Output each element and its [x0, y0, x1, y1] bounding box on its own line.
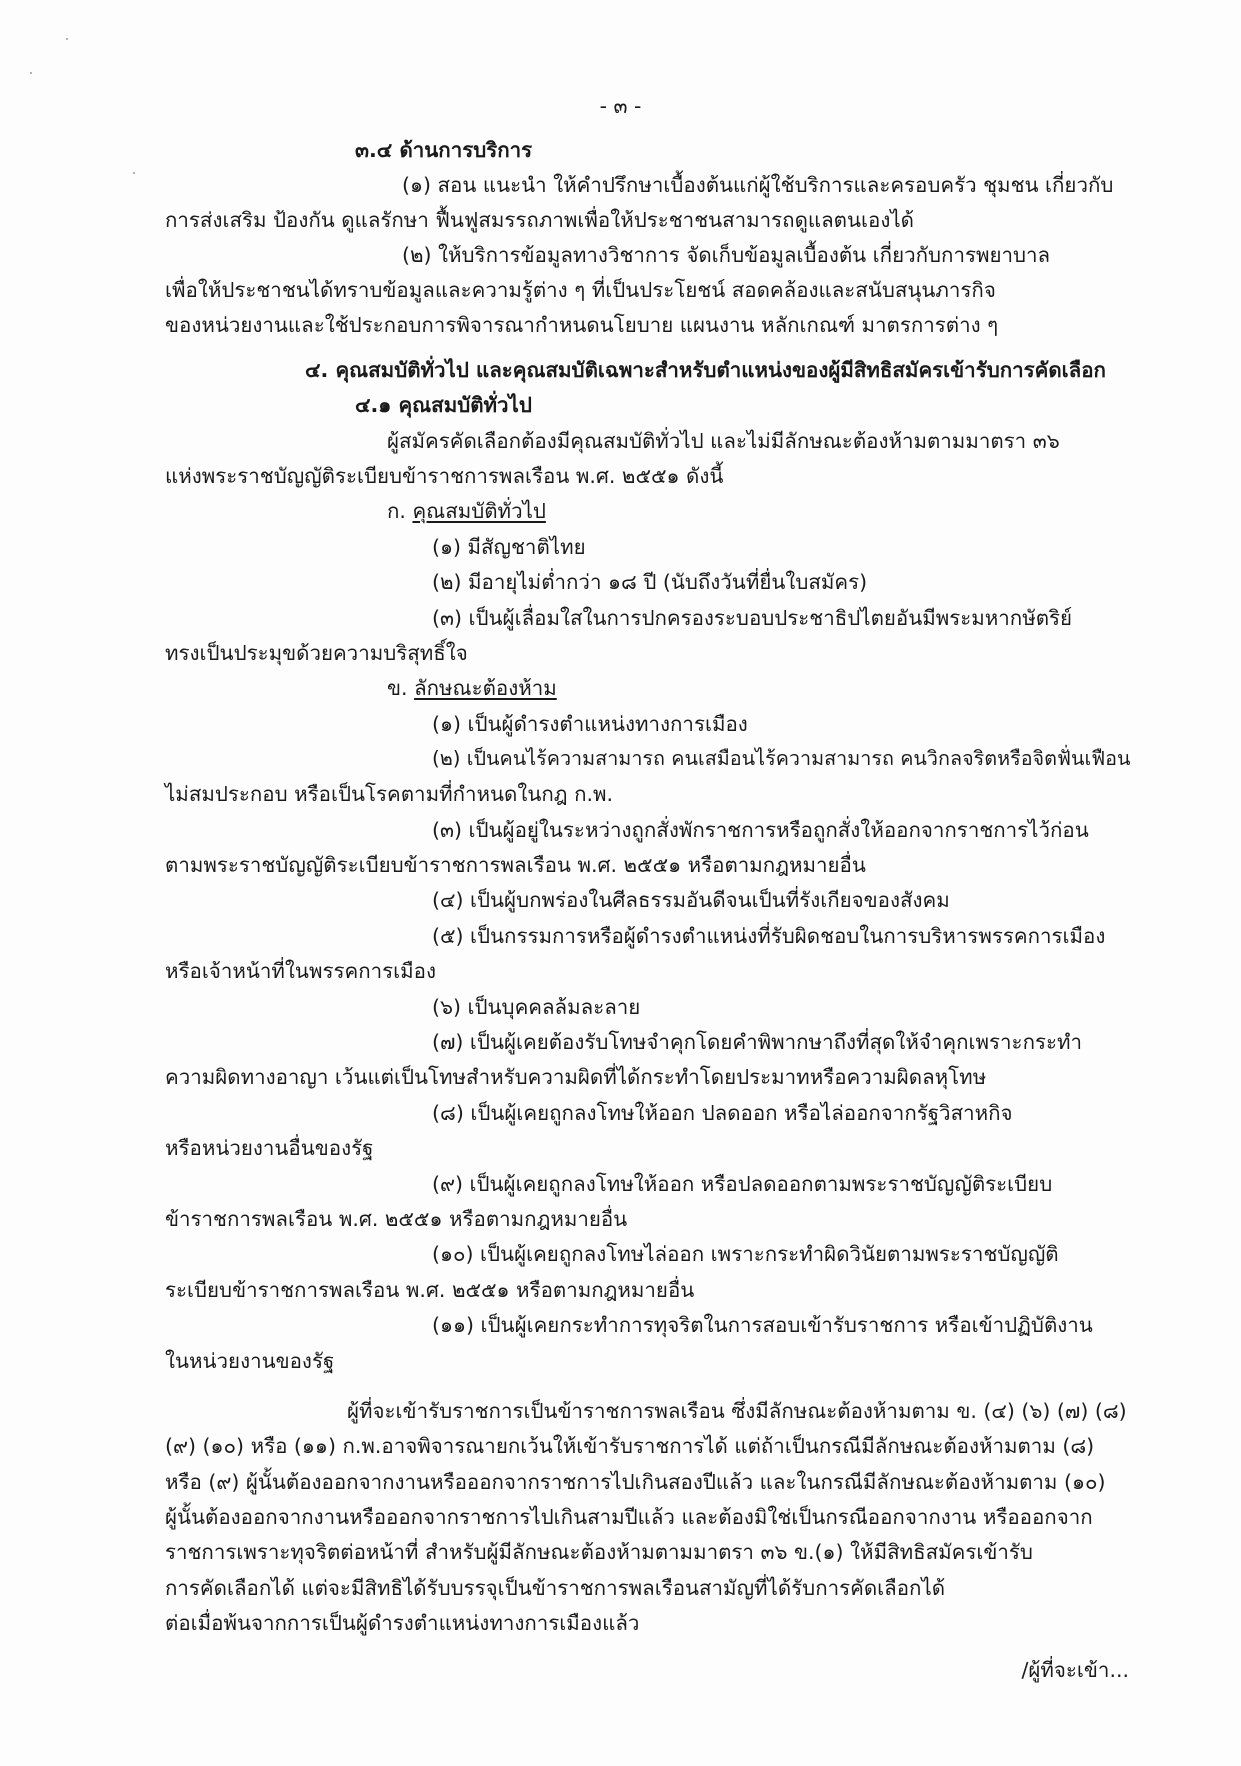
exemption-note-line4: ผู้นั้นต้องออกจากงานหรือออกจากราชการไปเกินสามปีแล้ว และต้องมิใช่เป็นกรณีออกจากงาน หรือออกจาก	[165, 1505, 1093, 1529]
part-b-heading	[387, 674, 557, 702]
part-b-item-9-line1: (๙) เป็นผู้เคยถูกลงโทษให้ออก หรือปลดออกตามพระราชบัญญัติระเบียบ	[432, 1172, 1053, 1196]
part-b-item-7-line1: (๗) เป็นผู้เคยต้องรับโทษจำคุกโดยคำพิพากษาถึงที่สุดให้จำคุกเพราะกระทำ	[432, 1030, 1083, 1054]
section-3-4-item2-line3: ของหน่วยงานและใช้ประกอบการพิจารณากำหนดนโยบาย แผนงาน หลักเกณฑ์ มาตรการต่าง ๆ	[165, 313, 999, 337]
part-b-item-10-line1: (๑๐) เป็นผู้เคยถูกลงโทษไล่ออก เพราะกระทำผิดวินัยตามพระราชบัญญัติ	[432, 1242, 1059, 1266]
part-b-item-1: (๑) เป็นผู้ดำรงตำแหน่งทางการเมือง	[432, 712, 748, 736]
scan-speck	[133, 172, 135, 174]
section-3-4-heading: ๓.๔ ด้านการบริการ	[355, 138, 533, 162]
continuation-marker: /ผู้ที่จะเข้า...	[1021, 1658, 1129, 1682]
part-a-heading	[387, 497, 546, 525]
scan-speck	[30, 72, 32, 74]
part-b-item-5-line1: (๕) เป็นกรรมการหรือผู้ดำรงตำแหน่งที่รับผิดชอบในการบริหารพรรคการเมือง	[432, 924, 1106, 948]
part-b-item-5-line2: หรือเจ้าหน้าที่ในพรรคการเมือง	[165, 959, 436, 983]
section-3-4-item1-line1: (๑) สอน แนะนำ ให้คำปรึกษาเบื้องต้นแก่ผู้ใช้บริการและครอบครัว ชุมชน เกี่ยวกับ	[402, 173, 1114, 197]
section-3-4-item2-line1: (๒) ให้บริการข้อมูลทางวิชาการ จัดเก็บข้อมูลเบื้องต้น เกี่ยวกับการพยาบาล	[402, 243, 1051, 267]
scan-speck	[66, 38, 68, 40]
part-a-item-3-line2: ทรงเป็นประมุขด้วยความบริสุทธิ์ใจ	[165, 641, 468, 665]
exemption-note-line3: หรือ (๙) ผู้นั้นต้องออกจากงานหรือออกจากราชการไปเกินสองปีแล้ว และในกรณีมีลักษณะต้องห้ามตาม (๑๐)	[165, 1470, 1106, 1494]
part-b-item-6: (๖) เป็นบุคคลล้มละลาย	[432, 995, 641, 1019]
section-4-heading: ๔. คุณสมบัติทั่วไป และคุณสมบัติเฉพาะสำหรับตำแหน่งของผู้มีสิทธิสมัครเข้ารับการคัดเลือก	[305, 358, 1106, 382]
part-b-item-8-line1: (๘) เป็นผู้เคยถูกลงโทษให้ออก ปลดออก หรือไล่ออกจากรัฐวิสาหกิจ	[432, 1101, 1013, 1125]
part-a-item-1: (๑) มีสัญชาติไทย	[432, 535, 586, 559]
part-b-item-11-line1: (๑๑) เป็นผู้เคยกระทำการทุจริตในการสอบเข้ารับราชการ หรือเข้าปฏิบัติงาน	[432, 1313, 1093, 1337]
section-4-1-intro-line2: แห่งพระราชบัญญัติระเบียบข้าราชการพลเรือน พ.ศ. ๒๕๕๑ ดังนี้	[165, 464, 724, 488]
exemption-note-line7: ต่อเมื่อพ้นจากการเป็นผู้ดำรงตำแหน่งทางการเมืองแล้ว	[165, 1611, 640, 1635]
part-b-title: ลักษณะต้องห้าม	[414, 676, 557, 700]
page-number: - ๓ -	[599, 94, 642, 118]
part-b-item-8-line2: หรือหน่วยงานอื่นของรัฐ	[165, 1136, 374, 1160]
part-a-title: คุณสมบัติทั่วไป	[412, 499, 546, 523]
exemption-note-line1: ผู้ที่จะเข้ารับราชการเป็นข้าราชการพลเรือน ซึ่งมีลักษณะต้องห้ามตาม ข. (๔) (๖) (๗) (๘)	[347, 1399, 1127, 1423]
part-a-prefix: ก.	[387, 499, 406, 523]
exemption-note-line5: ราชการเพราะทุจริตต่อหน้าที่ สำหรับผู้มีลักษณะต้องห้ามตามมาตรา ๓๖ ข.(๑) ให้มีสิทธิสมัครเข้ารับ	[165, 1540, 1033, 1564]
part-b-item-2-line1: (๒) เป็นคนไร้ความสามารถ คนเสมือนไร้ความสามารถ คนวิกลจริตหรือจิตฟั่นเฟือน	[432, 747, 1131, 770]
section-3-4-item1-line2: การส่งเสริม ป้องกัน ดูแลรักษา ฟื้นฟูสมรรถภาพเพื่อให้ประชาชนสามารถดูแลตนเองได้	[165, 208, 914, 232]
part-b-item-9-line2: ข้าราชการพลเรือน พ.ศ. ๒๕๕๑ หรือตามกฎหมายอื่น	[165, 1207, 628, 1231]
part-a-item-3-line1: (๓) เป็นผู้เลื่อมใสในการปกครองระบอบประชาธิปไตยอันมีพระมหากษัตริย์	[432, 606, 1073, 630]
section-4-1-heading: ๔.๑ คุณสมบัติทั่วไป	[355, 393, 532, 417]
part-b-item-3-line1: (๓) เป็นผู้อยู่ในระหว่างถูกสั่งพักราชการหรือถูกสั่งให้ออกจากราชการไว้ก่อน	[432, 818, 1089, 842]
part-b-item-3-line2: ตามพระราชบัญญัติระเบียบข้าราชการพลเรือน พ.ศ. ๒๕๕๑ หรือตามกฎหมายอื่น	[165, 853, 866, 877]
exemption-note-line2: (๙) (๑๐) หรือ (๑๑) ก.พ.อาจพิจารณายกเว้นให้เข้ารับราชการได้ แต่ถ้าเป็นกรณีมีลักษณะต้องห้ามตาม (๘)	[165, 1434, 1095, 1458]
part-b-item-7-line2: ความผิดทางอาญา เว้นแต่เป็นโทษสำหรับความผิดที่ได้กระทำโดยประมาทหรือความผิดลหุโทษ	[165, 1065, 987, 1089]
exemption-note-line6: การคัดเลือกได้ แต่จะมีสิทธิได้รับบรรจุเป็นข้าราชการพลเรือนสามัญที่ได้รับการคัดเลือกได้	[165, 1576, 946, 1600]
section-3-4-item2-line2: เพื่อให้ประชาชนได้ทราบข้อมูลและความรู้ต่าง ๆ ที่เป็นประโยชน์ สอดคล้องและสนับสนุนภารกิจ	[165, 278, 996, 302]
part-b-item-4: (๔) เป็นผู้บกพร่องในศีลธรรมอันดีจนเป็นที่รังเกียจของสังคม	[432, 888, 950, 912]
part-b-prefix: ข.	[387, 676, 408, 700]
part-b-item-10-line2: ระเบียบข้าราชการพลเรือน พ.ศ. ๒๕๕๑ หรือตามกฎหมายอื่น	[165, 1278, 695, 1302]
part-a-item-2: (๒) มีอายุไม่ต่ำกว่า ๑๘ ปี (นับถึงวันที่ยื่นใบสมัคร)	[432, 570, 868, 594]
section-4-1-intro-line1: ผู้สมัครคัดเลือกต้องมีคุณสมบัติทั่วไป และไม่มีลักษณะต้องห้ามตามมาตรา ๓๖	[387, 429, 1060, 453]
part-b-item-2-line2: ไม่สมประกอบ หรือเป็นโรคตามที่กำหนดในกฎ ก.พ.	[165, 782, 614, 806]
part-b-item-11-line2: ในหน่วยงานของรัฐ	[165, 1349, 335, 1373]
